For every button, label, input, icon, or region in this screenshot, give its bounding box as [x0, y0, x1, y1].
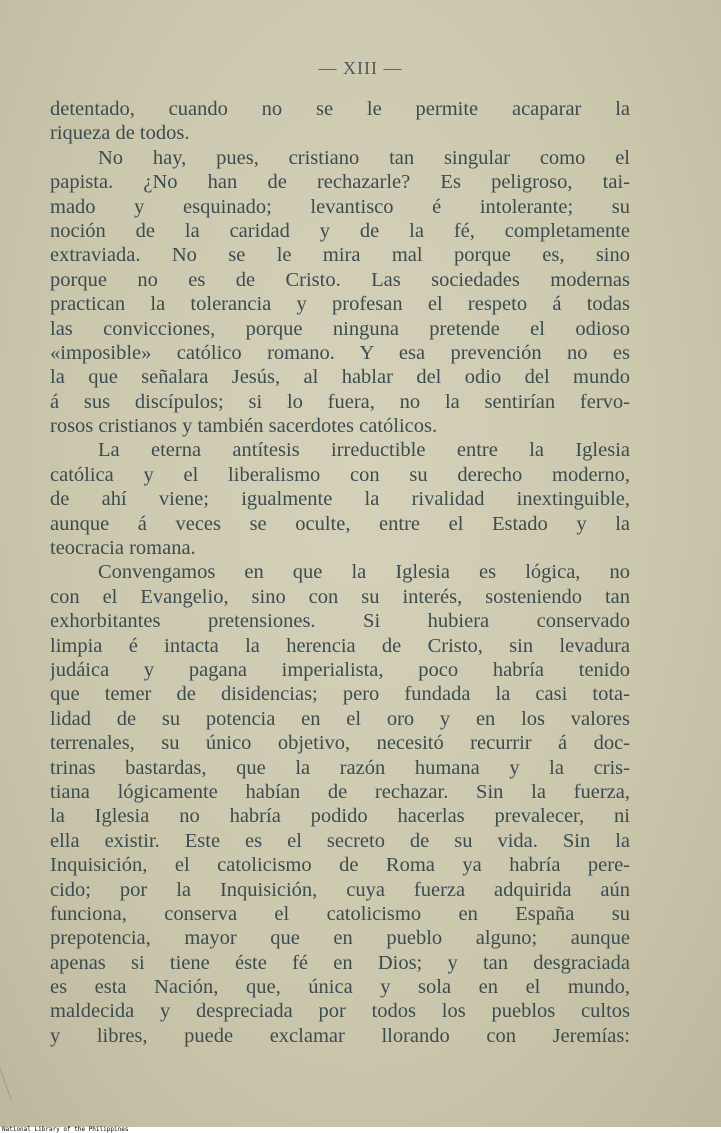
text-line: limpia é intacta la herencia de Cristo, sin levadura: [50, 634, 630, 657]
text-line: La eterna antítesis irreductible entre la Iglesia: [98, 439, 630, 462]
text-line: extraviada. No se le mira mal porque es, sino: [50, 244, 630, 267]
text-line: apenas si tiene éste fé en Dios; y tan desgraciada: [50, 951, 630, 974]
text-line: maldecida y despreciada por todos los pueblos cultos: [50, 1000, 630, 1023]
body-text: [50, 97, 630, 1048]
text-line: es esta Nación, que, única y sola en el mundo,: [50, 976, 630, 999]
text-line: «imposible» católico romano. Y esa prevención no es: [50, 341, 630, 364]
text-line: la Iglesia no habría podido hacerlas prevalecer, ni: [50, 805, 630, 828]
page-number: — XIII —: [318, 58, 403, 78]
text-line: noción de la caridad y de la fé, completamente: [50, 219, 630, 242]
text-line: con el Evangelio, sino con su interés, sosteniendo tan: [50, 585, 630, 608]
text-line: y libres, puede exclamar llorando con Jeremías:: [50, 1024, 630, 1047]
page-crease: [0, 1040, 52, 1100]
text-line: riqueza de todos.: [50, 122, 190, 145]
library-attribution: National Library of the Philippines: [2, 1126, 129, 1133]
text-line: las convicciones, porque ninguna pretende el odioso: [50, 317, 630, 340]
text-line: que temer de disidencias; pero fundada la casi tota-: [50, 683, 630, 706]
text-line: detentado, cuando no se le permite acaparar la: [50, 98, 630, 120]
text-line: papista. ¿No han de rechazarle? Es peligroso, tai-: [50, 171, 630, 194]
text-line: la que señalara Jesús, al hablar del odio del mundo: [50, 366, 630, 389]
text-line: Convengamos en que la Iglesia es lógica, no: [98, 561, 630, 584]
text-line: judáica y pagana imperialista, poco habría tenido: [50, 658, 630, 681]
text-line: prepotencia, mayor que en pueblo alguno; aunque: [50, 927, 630, 950]
text-line: rosos cristianos y también sacerdotes católicos.: [50, 415, 438, 438]
text-line: tiana lógicamente habían de rechazar. Sin la fuerza,: [50, 780, 630, 803]
text-line: lidad de su potencia en el oro y en los valores: [50, 707, 630, 730]
text-line: á sus discípulos; si lo fuera, no la sentirían fervo-: [50, 390, 630, 413]
text-line: mado y esquinado; levantisco é intolerante; su: [50, 195, 630, 218]
text-line: No hay, pues, cristiano tan singular como el: [98, 146, 630, 169]
text-line: cido; por la Inquisición, cuya fuerza adquirida aún: [50, 878, 630, 901]
text-line: practican la tolerancia y profesan el respeto á todas: [50, 293, 630, 316]
text-line: Inquisición, el catolicismo de Roma ya habría pere-: [50, 854, 630, 877]
text-line: trinas bastardas, que la razón humana y la cris-: [50, 756, 630, 779]
text-line: aunque á veces se oculte, entre el Estado y la: [50, 512, 630, 535]
text-line: ella existir. Este es el secreto de su vida. Sin la: [50, 829, 630, 852]
text-line: exhorbitantes pretensiones. Si hubiera conservado: [50, 610, 630, 633]
text-line: teocracia romana.: [50, 537, 196, 560]
text-line: terrenales, su único objetivo, necesitó recurrir á doc-: [50, 732, 630, 755]
text-line: católica y el liberalismo con su derecho moderno,: [50, 463, 630, 486]
text-line: de ahí viene; igualmente la rivalidad inextinguible,: [50, 488, 630, 511]
text-line: porque no es de Cristo. Las sociedades modernas: [50, 268, 630, 291]
text-line: funciona, conserva el catolicismo en España su: [50, 902, 630, 925]
